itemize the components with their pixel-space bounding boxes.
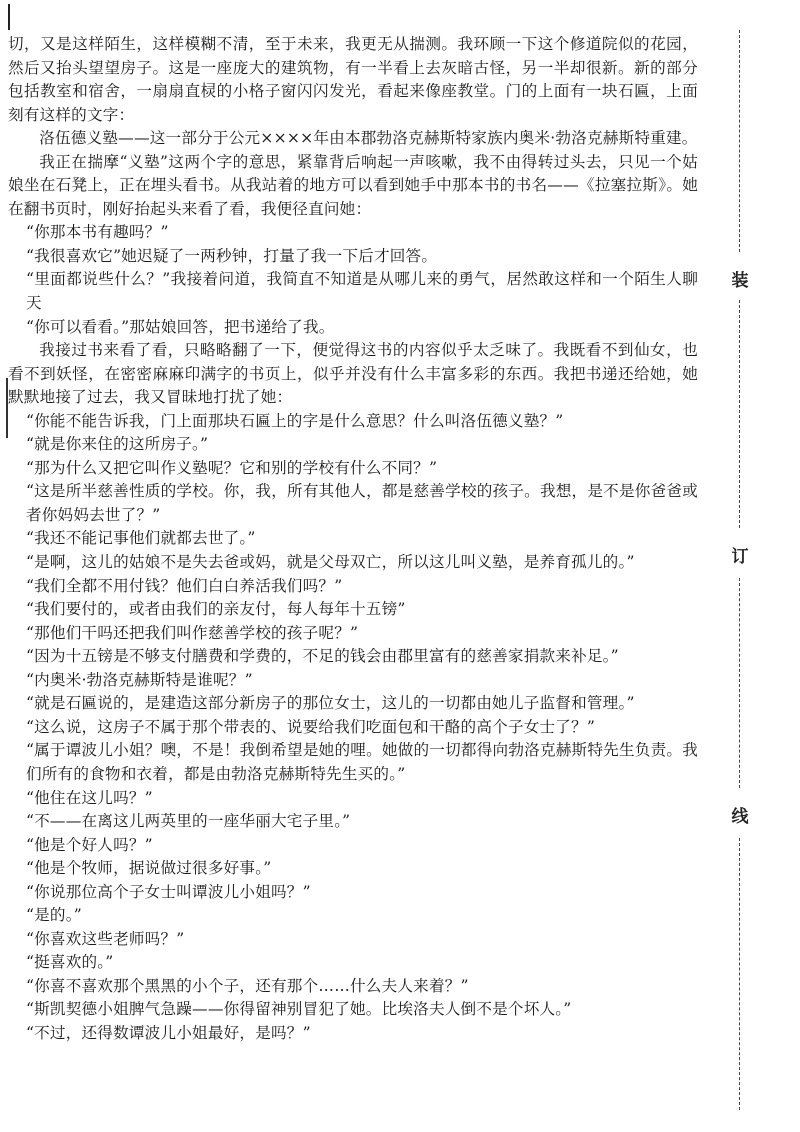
paragraph: “因为十五镑是不够支付膳费和学费的，不足的钱会由郡里富有的慈善家捐款来补足。”: [25, 647, 619, 666]
binding-label-zhuang: 装: [731, 271, 749, 291]
paragraph: “你说那位高个子女士叫谭波儿小姐吗？”: [25, 882, 311, 901]
binding-dash-line: [739, 300, 740, 528]
paragraph: “属于谭波儿小姐？噢，不是！我倒希望是她的哩。她做的一切都得向勃洛克赫斯特先生负责。我们所有的食物和衣着，都是由勃洛克赫斯特先生买的。”: [25, 741, 698, 783]
paragraph: “你可以看看。”那姑娘回答，把书递给了我。: [25, 317, 335, 336]
paragraph: 我正在揣摩“义塾”这两个字的意思，紧靠背后响起一声咳嗽，我不由得转过头去，只见一个姑娘坐在石凳上，正在埋头看书。从我站着的地方可以看到她手中那本书的书名——《拉塞拉斯》。她在翻书页时，刚好抬起头来看了看，我便径直问她：: [8, 152, 698, 218]
binding-margin: [728, 30, 752, 1110]
paragraph: 洛伍德义塾——这一部分于公元××××年由本郡勃洛克赫斯特家族内奥米·勃洛克赫斯特重建。: [39, 129, 698, 148]
binding-dash-line: [739, 578, 740, 788]
paragraph: “我还不能记事他们就都去世了。”: [25, 529, 256, 548]
paragraph: “就是石匾说的，是建造这部分新房子的那位女士，这儿的一切都由她儿子监督和管理。”: [25, 694, 635, 713]
paragraph: “你喜不喜欢那个黑黑的小个子，还有那个……什么夫人来着？”: [25, 976, 469, 995]
paragraph: 我接过书来看了看，只略略翻了一下，便觉得这书的内容似乎太乏味了。我既看不到仙女，也看不到妖怪，在密密麻麻印满字的书页上，似乎并没有什么丰富多彩的东西。我把书递还给她，她默默地接了过去，我又冒昧地打扰了她：: [8, 341, 698, 407]
paragraph: “这么说，这房子不属于那个带表的、说要给我们吃面包和干酪的高个子女士了？”: [25, 717, 596, 736]
crop-mark: [8, 4, 10, 30]
binding-dash-line: [739, 30, 740, 252]
paragraph: “内奥米·勃洛克赫斯特是谁呢？”: [25, 670, 253, 689]
paragraph: “是的。”: [25, 906, 82, 925]
paragraph: “挺喜欢的。”: [25, 953, 114, 972]
paragraph: “你那本书有趣吗？”: [25, 223, 169, 242]
paragraph: “我们要付的，或者由我们的亲友付，每人每年十五镑”: [25, 600, 406, 619]
paragraph: 切，又是这样陌生，这样模糊不清，至于未来，我更无从揣测。我环顾一下这个修道院似的花园，然后又抬头望望房子。这是一座庞大的建筑物，有一半看上去灰暗古怪，另一半却很新。新的部分包括教室和宿舍，一扇扇直棂的小格子窗闪闪发光，看起来像座教堂。门的上面有一块石匾，上面刻有这样的文字：: [8, 35, 698, 124]
paragraph: “他是个好人吗？”: [25, 835, 153, 854]
paragraph: “不——在离这儿两英里的一座华丽大宅子里。”: [25, 812, 351, 831]
paragraph: “那他们干吗还把我们叫作慈善学校的孩子呢？”: [25, 623, 359, 642]
binding-label-ding: 订: [731, 547, 749, 567]
binding-dash-line: [739, 838, 740, 1110]
paragraph: “你喜欢这些老师吗？”: [25, 929, 185, 948]
paragraph: “我们全都不用付钱？他们白白养活我们吗？”: [25, 576, 343, 595]
body-text: [8, 33, 698, 1046]
paragraph: “就是你来住的这所房子。”: [25, 435, 209, 454]
paragraph: “这是所半慈善性质的学校。你，我，所有其他人，都是慈善学校的孩子。我想，是不是你爸爸或者你妈妈去世了？”: [25, 482, 698, 524]
paragraph: “我很喜欢它”她迟疑了一两秒钟，打量了我一下后才回答。: [25, 246, 438, 265]
paragraph: “里面都说些什么？”我接着问道，我简直不知道是从哪儿来的勇气，居然敢这样和一个陌生人聊天: [25, 270, 698, 313]
paragraph: “那为什么又把它叫作义塾呢？它和别的学校有什么不同？”: [25, 458, 438, 477]
paragraph: “不过，还得数谭波儿小姐最好，是吗？”: [25, 1023, 311, 1042]
paragraph: “他住在这儿吗？”: [25, 788, 153, 807]
paragraph: “他是个牧师，据说做过很多好事。”: [25, 859, 272, 878]
paragraph: “斯凯契德小姐脾气急躁——你得留神别冒犯了她。比埃洛夫人倒不是个坏人。”: [25, 1000, 572, 1019]
binding-label-xian: 线: [731, 807, 749, 827]
paragraph: “是啊，这儿的姑娘不是失去爸或妈，就是父母双亡，所以这儿叫义塾，是养育孤儿的。”: [25, 553, 635, 572]
paragraph: “你能不能告诉我，门上面那块石匾上的字是什么意思？什么叫洛伍德义塾？”: [25, 411, 564, 430]
